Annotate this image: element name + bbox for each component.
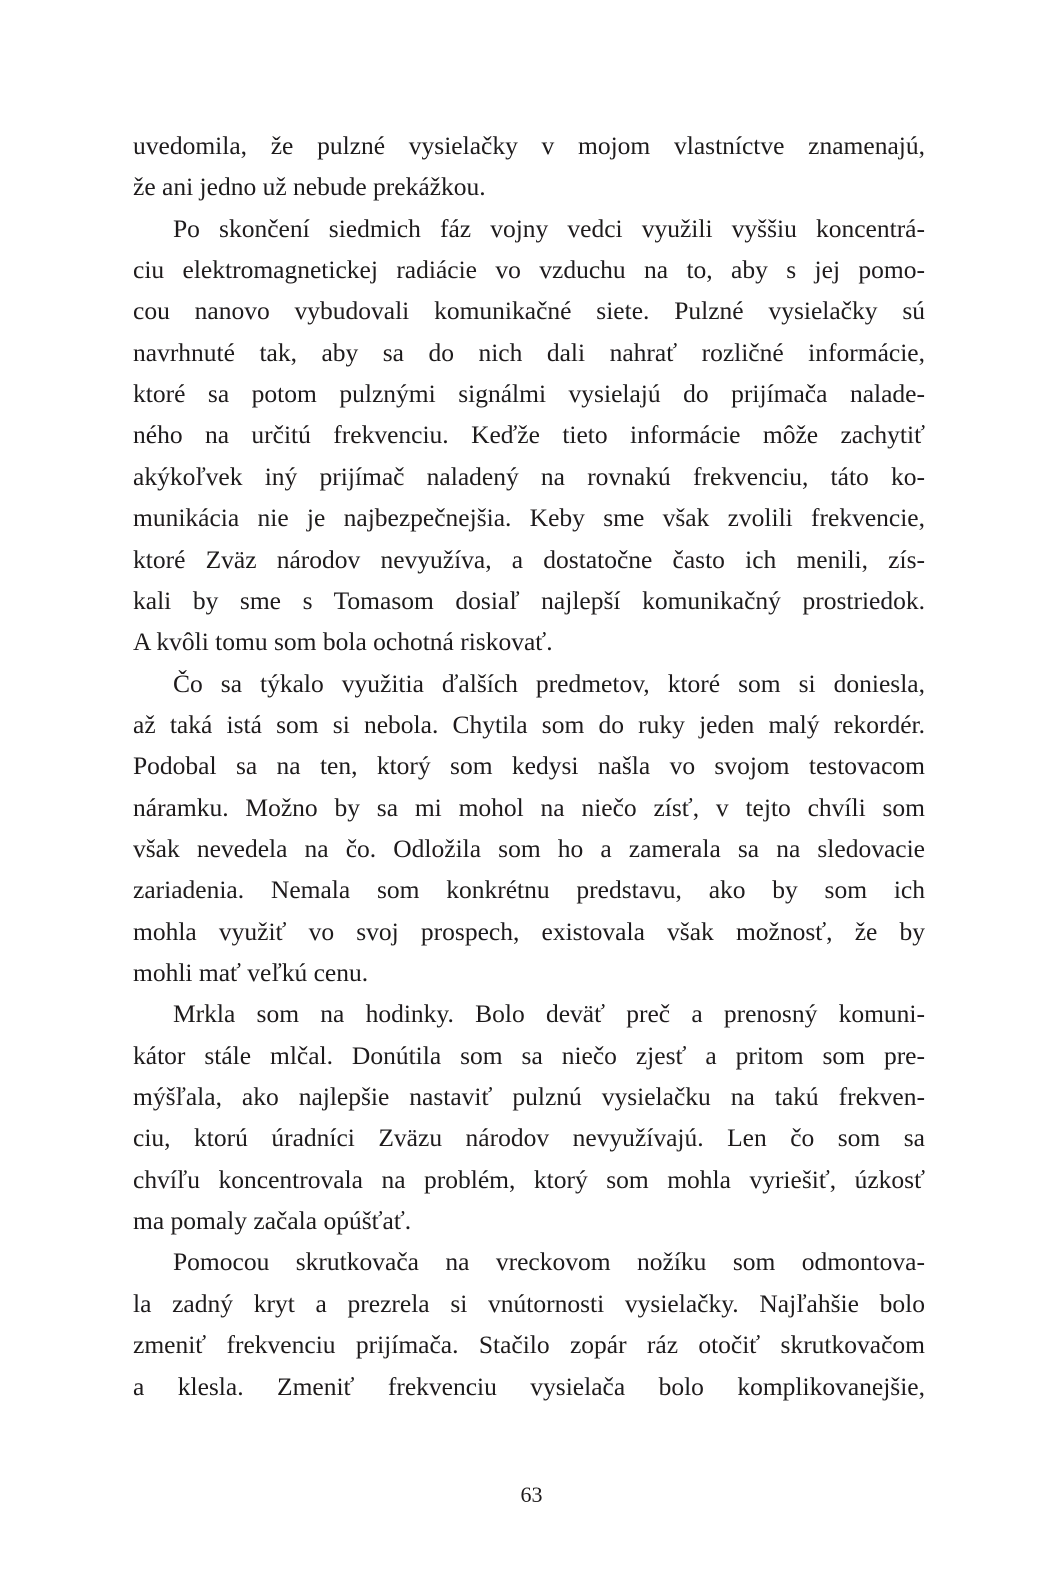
text-line: ktoré Zväz národov nevyužíva, a dostatočne často ich menili, zís- xyxy=(133,544,925,574)
text-line: mohla využiť vo svoj prospech, existovala však možnosť, že by xyxy=(133,916,925,946)
text-line: ktoré sa potom pulznými signálmi vysielajú do prijímača nalade- xyxy=(133,379,925,409)
text-line: ného na určitú frekvenciu. Keďže tieto informácie môže zachytiť xyxy=(133,420,925,450)
text-line: ciu elektromagnetickej radiácie vo vzduchu na to, aby s jej pomo- xyxy=(133,255,925,285)
text-line: zmeniť frekvenciu prijímača. Stačilo zopár ráz otočiť skrutkovačom xyxy=(133,1330,925,1360)
text-line: Podobal sa na ten, ktorý som kedysi našla vo svojom testovacom xyxy=(133,751,925,781)
text-line: Mrkla som na hodinky. Bolo deväť preč a prenosný komuni- xyxy=(173,999,925,1029)
text-line: Pomocou skrutkovača na vreckovom nožíku som odmontova- xyxy=(173,1247,925,1277)
page-number: 63 xyxy=(520,1482,543,1507)
text-line: chvíľu koncentrovala na problém, ktorý som mohla vyriešiť, úzkosť xyxy=(133,1164,925,1194)
text-line: A kvôli tomu som bola ochotná riskovať. xyxy=(133,627,553,657)
text-line: la zadný kryt a prezrela si vnútornosti vysielačky. Najľahšie bolo xyxy=(133,1288,925,1318)
text-line: zariadenia. Nemala som konkrétnu predstavu, ako by som ich xyxy=(133,875,925,905)
text-line: že ani jedno už nebude prekážkou. xyxy=(133,172,486,202)
text-line: náramku. Možno by sa mi mohol na niečo zísť, v tejto chvíli som xyxy=(133,792,925,822)
text-line: a klesla. Zmeniť frekvenciu vysielača bolo komplikovanejšie, xyxy=(133,1371,925,1401)
text-line: Po skončení siedmich fáz vojny vedci využili vyššiu koncentrá- xyxy=(173,213,925,243)
text-line: navrhnuté tak, aby sa do nich dali nahrať rozličné informácie, xyxy=(133,337,925,367)
text-line: Čo sa týkalo využitia ďalších predmetov, ktoré som si doniesla, xyxy=(173,668,925,698)
text-line: kali by sme s Tomasom dosiaľ najlepší komunikačný prostriedok. xyxy=(133,585,925,615)
text-line: mýšľala, ako najlepšie nastaviť pulznú vysielačku na takú frekven- xyxy=(133,1082,925,1112)
text-line: akýkoľvek iný prijímač naladený na rovnakú frekvenciu, táto ko- xyxy=(133,461,925,491)
text-line: však nevedela na čo. Odložila som ho a zamerala sa na sledovacie xyxy=(133,833,925,863)
text-line: až taká istá som si nebola. Chytila som do ruky jeden malý rekordér. xyxy=(133,709,925,739)
text-line: kátor stále mlčal. Donútila som sa niečo zjesť a pritom som pre- xyxy=(133,1040,925,1070)
text-line: mohli mať veľkú cenu. xyxy=(133,958,369,987)
text-line: cou nanovo vybudovali komunikačné siete. Pulzné vysielačky sú xyxy=(133,296,925,326)
text-line: ma pomaly začala opúšťať. xyxy=(133,1206,412,1236)
text-line: ciu, ktorú úradníci Zväzu národov nevyužívajú. Len čo som sa xyxy=(133,1123,925,1153)
text-line: uvedomila, že pulzné vysielačky v mojom vlastníctve znamenajú, xyxy=(133,131,925,160)
text-line: munikácia nie je najbezpečnejšia. Keby sme však zvolili frekvencie, xyxy=(133,503,925,533)
